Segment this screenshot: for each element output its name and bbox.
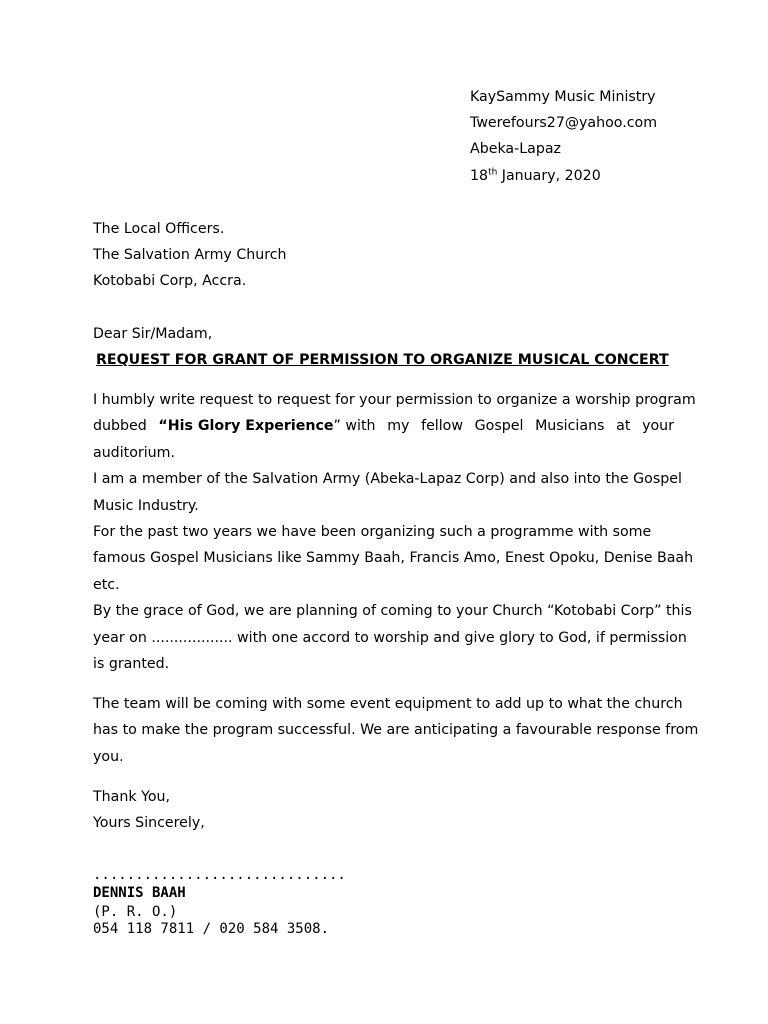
paragraph-1-line-4: I am a member of the Salvation Army (Abeka-Lapaz Corp) and also into the Gospel	[93, 471, 682, 487]
paragraph-1-line-8: etc.	[93, 577, 120, 593]
closing-sincerely: Yours Sincerely,	[93, 815, 205, 831]
word-gospel: Gospel	[474, 418, 524, 434]
recipient-line-3: Kotobabi Corp, Accra.	[93, 273, 247, 289]
date-day: 18	[470, 168, 489, 184]
paragraph-2-line-1: The team will be coming with some event equipment to add up to what the church	[93, 696, 683, 712]
paragraph-1-line-11: is granted.	[93, 656, 170, 672]
recipient-line-1: The Local Officers.	[93, 221, 225, 237]
paragraph-1-line-10: year on .................. with one accord to worship and give glory to God, if permission	[93, 630, 687, 646]
program-name-group	[158, 417, 375, 435]
sender-location: Abeka-Lapaz	[470, 141, 561, 157]
paragraph-1-line-6: For the past two years we have been organizing such a programme with some	[93, 524, 652, 540]
word-fellow: fellow	[421, 418, 463, 434]
paragraph-1-line-3: auditorium.	[93, 445, 175, 461]
paragraph-1-line-2	[93, 417, 674, 435]
paragraph-1-line-1: I humbly write request to request for your permission to organize a worship program	[93, 392, 696, 408]
sender-name: KaySammy Music Ministry	[470, 89, 656, 105]
word-your: your	[642, 418, 674, 434]
signatory-title: (P. R. O.)	[93, 904, 178, 920]
signatory-phone: 054 118 7811 / 020 584 3508.	[93, 921, 330, 937]
date-rest: January, 2020	[497, 168, 601, 184]
paragraph-1-line-9: By the grace of God, we are planning of coming to your Church “Kotobabi Corp” this	[93, 603, 692, 619]
paragraph-1-line-7: famous Gospel Musicians like Sammy Baah, Francis Amo, Enest Opoku, Denise Baah	[93, 550, 694, 566]
word-dubbed: dubbed	[93, 418, 147, 434]
word-my: my	[387, 418, 410, 434]
word-musicians: Musicians	[535, 418, 605, 434]
subject-heading: REQUEST FOR GRANT OF PERMISSION TO ORGANIZE MUSICAL CONCERT	[96, 352, 669, 368]
letter-date	[470, 167, 601, 185]
paragraph-2-line-2: has to make the program successful. We are anticipating a favourable response from	[93, 722, 699, 738]
recipient-line-2: The Salvation Army Church	[93, 247, 287, 263]
salutation: Dear Sir/Madam,	[93, 326, 213, 342]
signatory-name: DENNIS BAAH	[93, 885, 186, 901]
signature-line: ..............................	[93, 867, 346, 883]
word-with: ” with	[333, 418, 376, 434]
program-name: “His Glory Experience	[158, 418, 334, 434]
date-suffix: th	[488, 167, 498, 178]
closing-thanks: Thank You,	[93, 789, 171, 805]
paragraph-2-line-3: you.	[93, 749, 124, 765]
word-at: at	[616, 418, 631, 434]
sender-email: Twerefours27@yahoo.com	[470, 115, 658, 131]
paragraph-1-line-5: Music Industry.	[93, 498, 199, 514]
